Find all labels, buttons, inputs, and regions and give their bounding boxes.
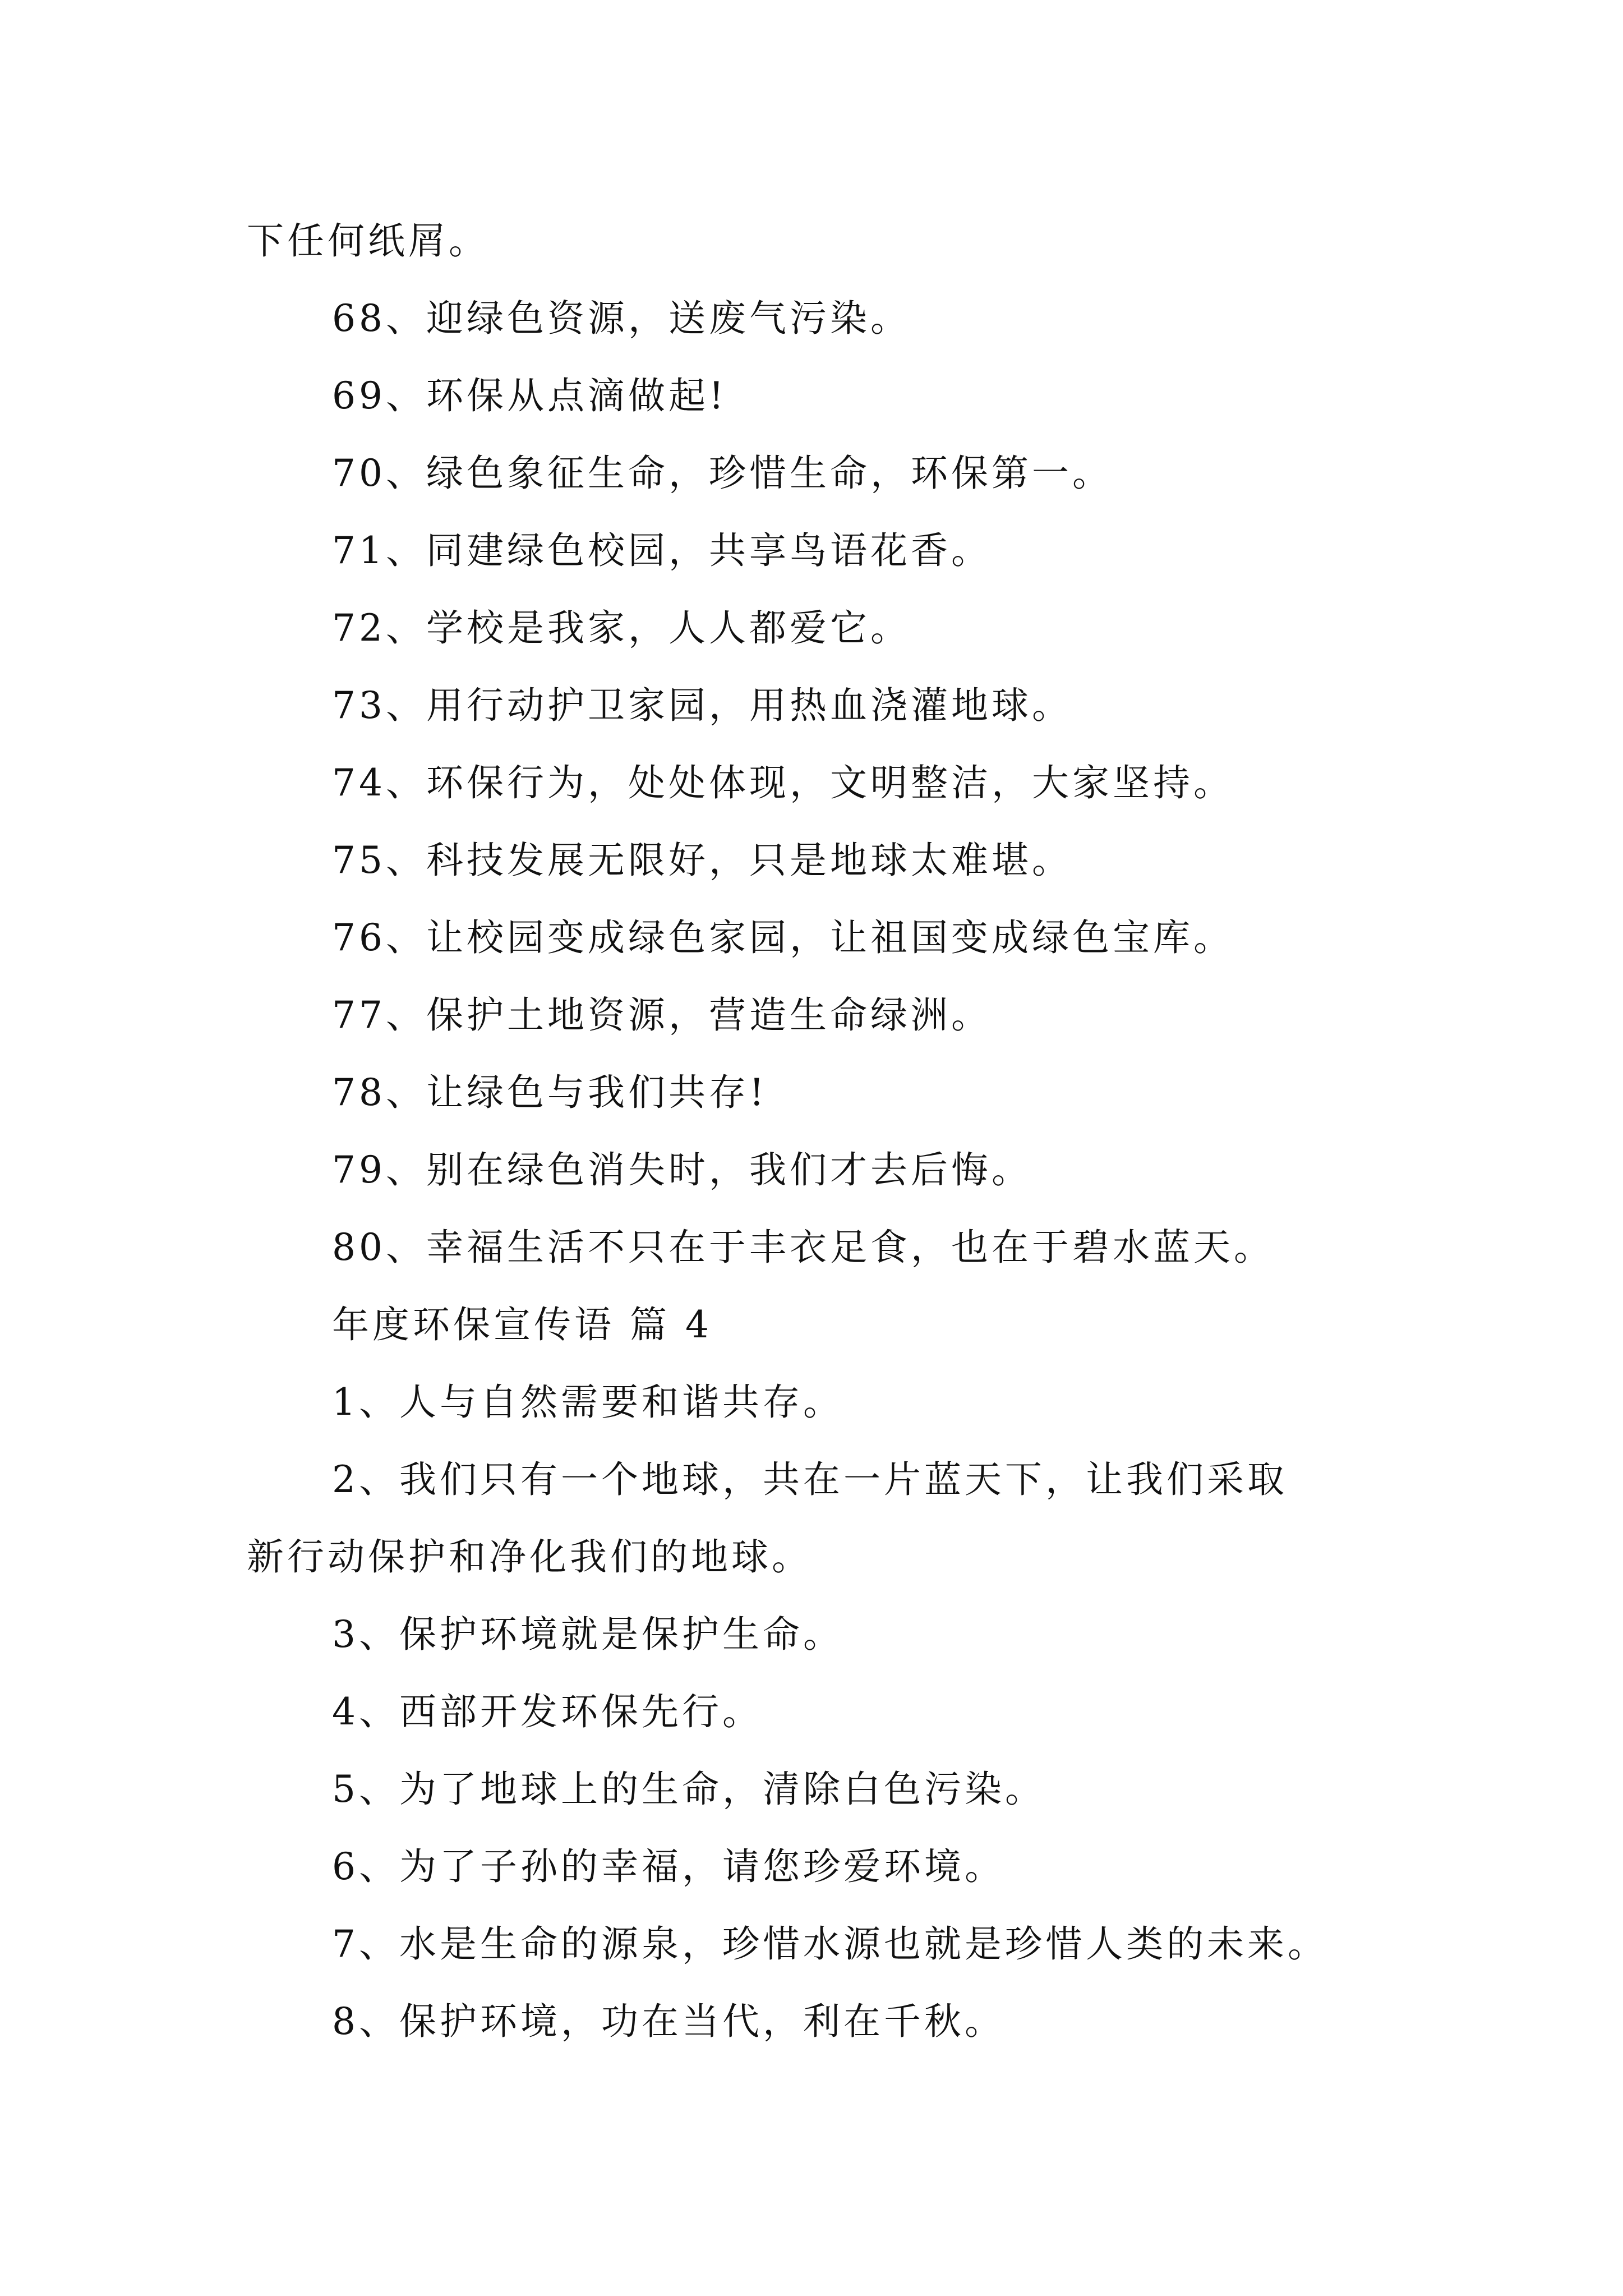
text-line-continuation: 下任何纸屑。 — [247, 219, 489, 263]
slogan-item-1: 1、人与自然需要和谐共存。 — [332, 1381, 843, 1424]
slogan-item-79: 79、别在绿色消失时，我们才去后悔。 — [332, 1148, 1032, 1191]
slogan-item-76: 76、让校园变成绿色家园，让祖国变成绿色宝库。 — [332, 916, 1234, 959]
slogan-item-2-continuation: 新行动保护和净化我们的地球。 — [247, 1535, 812, 1579]
slogan-item-78: 78、让绿色与我们共存! — [332, 1071, 768, 1114]
slogan-item-2: 2、我们只有一个地球，共在一片蓝天下，让我们采取 — [332, 1458, 1288, 1501]
slogan-item-6: 6、为了子孙的幸福，请您珍爱环境。 — [332, 1845, 1005, 1888]
slogan-item-4: 4、西部开发环保先行。 — [332, 1690, 763, 1733]
slogan-item-75: 75、科技发展无限好，只是地球太难堪。 — [332, 839, 1072, 882]
slogan-item-7: 7、水是生命的源泉，珍惜水源也就是珍惜人类的未来。 — [332, 1922, 1328, 1966]
slogan-item-80: 80、幸福生活不只在于丰衣足食，也在于碧水蓝天。 — [332, 1226, 1274, 1269]
slogan-item-74: 74、环保行为，处处体现，文明整洁，大家坚持。 — [332, 761, 1234, 804]
slogan-item-70: 70、绿色象征生命，珍惜生命，环保第一。 — [332, 452, 1113, 495]
slogan-item-5: 5、为了地球上的生命，清除白色污染。 — [332, 1768, 1045, 1811]
slogan-item-68: 68、迎绿色资源，送废气污染。 — [332, 297, 911, 340]
slogan-item-3: 3、保护环境就是保护生命。 — [332, 1613, 843, 1656]
slogan-item-72: 72、学校是我家，人人都爱它。 — [332, 606, 911, 650]
section-heading: 年度环保宣传语 篇 4 — [332, 1303, 712, 1346]
slogan-item-77: 77、保护土地资源，营造生命绿洲。 — [332, 993, 992, 1037]
slogan-item-8: 8、保护环境，功在当代，利在千秋。 — [332, 2000, 1005, 2043]
slogan-item-73: 73、用行动护卫家园，用热血浇灌地球。 — [332, 684, 1072, 727]
slogan-item-69: 69、环保从点滴做起! — [332, 374, 727, 417]
slogan-item-71: 71、同建绿色校园，共享鸟语花香。 — [332, 529, 992, 572]
